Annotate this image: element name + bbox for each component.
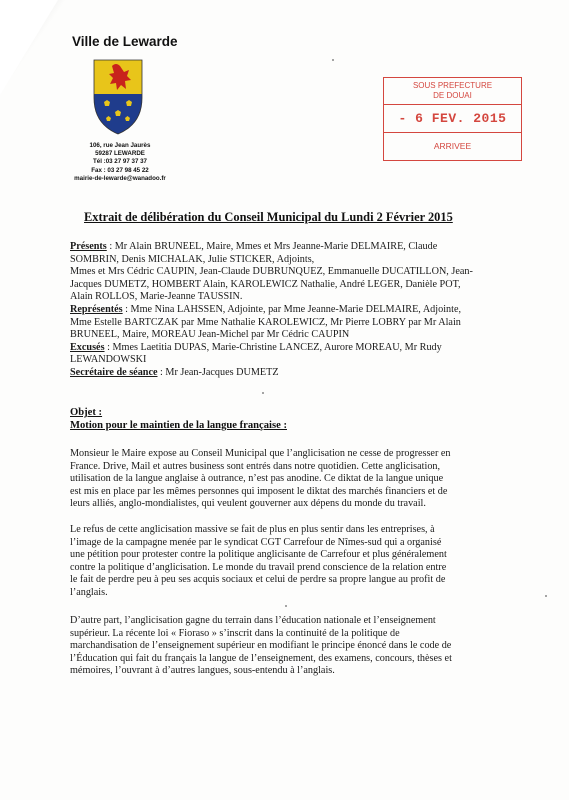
presents-line-4: Jacques DUMETZ, HOMBERT Alain, KAROLEWICZ Nathalie, André LEGER, Danièle POT,	[70, 278, 461, 290]
paragraph-2: Le refus de cette anglicisation massive se fait de plus en plus sentir dans les entreprises, à l’image de la campagne menée par le syndicat CGT Carrefour de Nîmes-sud qui a organisé une pétition pour protester contre la politique anglicisante de Carrefour et plus généralement contre la politique d’anglicisation. Le monde du travail prend conscience de la relation entre le fait de perdre peu à peu ses acquis sociaux et celui de perdre sa propre langue au profit de l’anglais.	[70, 524, 447, 598]
objet-label: Objet :	[70, 407, 103, 418]
reception-stamp	[383, 77, 522, 161]
excused-line-2: LEWANDOWSKI	[70, 354, 147, 366]
address-fax: Fax : 03 27 98 45 22	[91, 166, 149, 174]
paragraph-1: Monsieur le Maire expose au Conseil Municipal que l’anglicisation ne cesse de progresser en France. Drive, Mail et autres business sont entrés dans notre quotidien. Cette anglicisation, utilisation de la langue anglaise à outrance, n’est pas anodine. Ce diktat de la langue unique est mis en place par les mêmes personnes qui imposent le diktat des marchés financiers et de leurs alliés, anglo-mondialistes, qui veulent gouverner aux dépens du monde du travail.	[70, 448, 451, 510]
document-title: Extrait de délibération du Conseil Municipal du Lundi 2 Février 2015	[84, 210, 453, 224]
presents-line-5: Alain ROLLOS, Marie-Jeanne TAUSSIN.	[70, 291, 243, 303]
attendance-section	[70, 241, 510, 380]
presents-line-1: Présents : Mr Alain BRUNEEL, Maire, Mmes et Mrs Jeanne-Marie DELMAIRE, Claude	[70, 241, 438, 252]
secretary-line: Secrétaire de séance : Mr Jean-Jacques DUMETZ	[70, 366, 279, 378]
coat-of-arms-icon	[92, 58, 144, 136]
scan-speck	[285, 605, 287, 607]
scan-speck	[332, 59, 334, 61]
represented-line-1: Représentés : Mme Nina LAHSSEN, Adjointe, par Mme Jeanne-Marie DELMAIRE, Adjointe,	[70, 303, 462, 315]
stamp-line1: SOUS PREFECTURE	[412, 81, 493, 90]
address-phone: Tél :03 27 97 37 37	[92, 158, 147, 166]
secretary-label: Secrétaire de séance	[70, 366, 158, 378]
scan-speck	[545, 595, 547, 597]
page-fold-corner	[0, 0, 58, 95]
paragraph-3: D’autre part, l’anglicisation gagne du terrain dans l’éducation nationale et l’enseignement supérieur. La récente loi « Fioraso » s’inscrit dans la continuité de la politique de marchandisation de l’enseignement supérieur en modifiant le principe énoncé dans le code de l’Éducation qui fait du français la langue de l’enseignement, des examens, concours, thèses et mémoires, l’ouvrant à d’autres langues, sous-entendu à l’anglais.	[70, 615, 452, 677]
stamp-date: - 6 FEV. 2015	[384, 105, 521, 133]
town-name: Ville de Lewarde	[72, 34, 178, 49]
represented-line-3: BRUNEEL, Maire, MOREAU Jean-Michel par Mr Cédric CAUPIN	[70, 329, 350, 341]
address-street: 106, rue Jean Jaurès	[89, 142, 151, 149]
excused-line-1: Excusés : Mmes Laetitia DUPAS, Marie-Christine LANCEZ, Aurore MOREAU, Mr Rudy	[70, 341, 442, 353]
stamp-status: ARRIVEE	[433, 141, 472, 151]
town-address	[70, 142, 170, 183]
motion-title: Motion pour le maintien de la langue française :	[70, 419, 287, 431]
address-email: mairie-de-lewarde@wanadoo.fr	[74, 174, 166, 182]
address-city: 59287 LEWARDE	[95, 150, 145, 158]
stamp-authority	[384, 78, 521, 105]
objet-section	[70, 407, 287, 432]
represented-line-2: Mme Estelle BARTCZAK par Mme Nathalie KAROLEWICZ, Mr Pierre LOBRY par Mr Alain	[70, 316, 461, 328]
presents-label: Présents	[70, 241, 107, 252]
represented-label: Représentés	[70, 303, 123, 315]
scan-speck	[262, 392, 264, 394]
presents-line-3: Mmes et Mrs Cédric CAUPIN, Jean-Claude DUBRUNQUEZ, Emmanuelle DUCATILLON, Jean-	[70, 266, 473, 278]
stamp-line2: DE DOUAI	[433, 91, 472, 100]
excused-label: Excusés	[70, 341, 105, 353]
presents-line-2: SOMBRIN, Denis MICHALAK, Julie STICKER, Adjoints,	[70, 253, 315, 265]
